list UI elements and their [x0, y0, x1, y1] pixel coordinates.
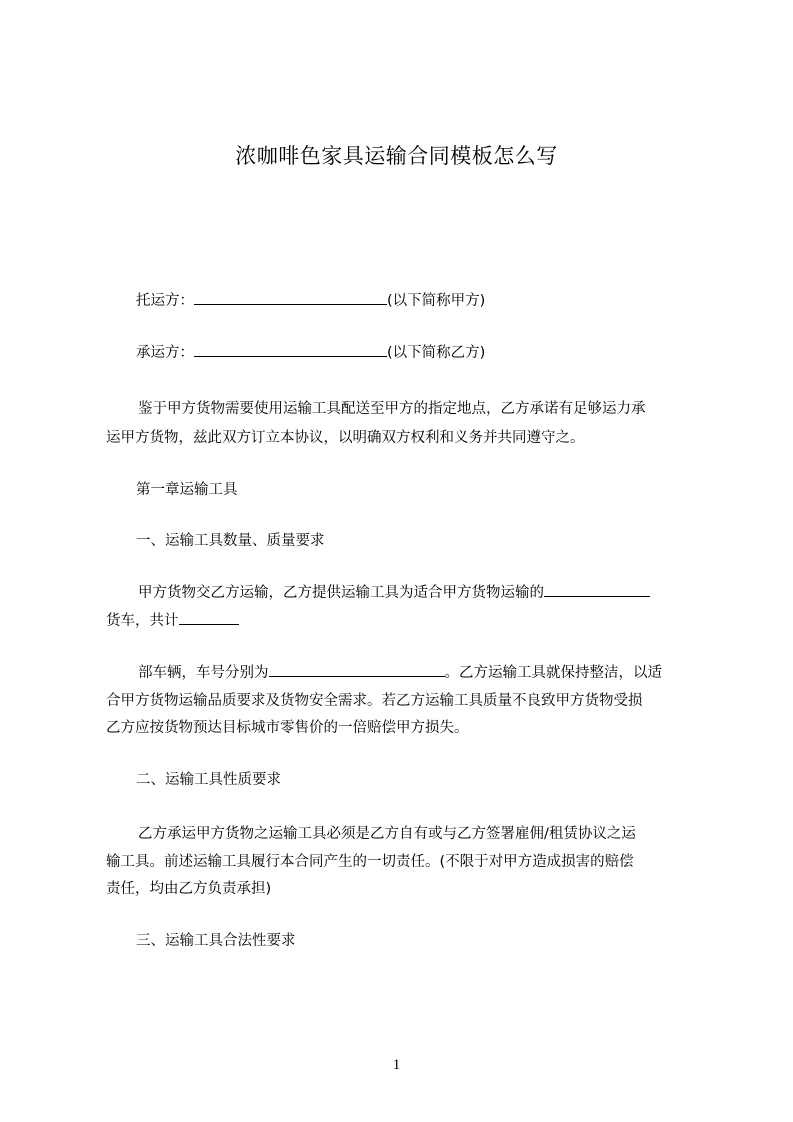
intro-line-2: 运甲方货物，兹此双方订立本协议，以明确双方权利和义务并共同遵守之。	[106, 430, 585, 446]
section-3-heading: 三、运输工具合法性要求	[136, 933, 296, 949]
truck-count-blank	[179, 610, 239, 625]
carrier-line	[106, 339, 730, 368]
section-1-para-2-line-3: 乙方应按货物预达目标城市零售价的一倍赔偿甲方损失。	[106, 720, 469, 736]
truck-count-prefix: 货车，共计	[106, 613, 179, 629]
carrier-label: 承运方：	[136, 345, 194, 361]
section-2-line-3: 责任，均由乙方负责承担)	[106, 881, 272, 897]
plate-numbers-blank	[269, 662, 445, 677]
truck-type-blank	[544, 582, 650, 597]
chapter-heading: 第一章运输工具	[136, 482, 238, 498]
shipper-label: 托运方：	[136, 293, 194, 309]
section-1-para-1-text: 甲方货物交乙方运输，乙方提供运输工具为适合甲方货物运输的	[138, 585, 544, 601]
shipper-line	[106, 287, 730, 316]
section-1-para-2-line-2: 合甲方货物运输品质要求及货物安全需求。若乙方运输工具质量不良致甲方货物受损	[106, 693, 643, 709]
intro-line-1: 鉴于甲方货物需要使用运输工具配送至甲方的指定地点，乙方承诺有足够运力承	[138, 401, 646, 417]
section-1-heading: 一、运输工具数量、质量要求	[136, 533, 325, 549]
section-1-para-1-line-1	[106, 579, 732, 608]
section-1-para-2-line-1	[106, 659, 732, 688]
carrier-suffix: (以下简称乙方)	[387, 345, 486, 361]
page-title: 浓咖啡色家具运输合同模板怎么写	[235, 144, 558, 168]
section-2-line-1: 乙方承运甲方货物之运输工具必须是乙方自有或与乙方签署雇佣/租赁协议之运	[138, 826, 636, 842]
section-2-line-2: 输工具。前述运输工具履行本合同产生的一切责任。(不限于对甲方造成损害的赔偿	[106, 854, 634, 870]
section-2-heading: 二、运输工具性质要求	[136, 772, 281, 788]
shipper-name-blank	[194, 290, 387, 305]
section-1-para-1-line-2	[106, 607, 700, 636]
shipper-suffix: (以下简称甲方)	[387, 293, 486, 309]
plate-numbers-prefix: 部车辆，车号分别为	[138, 665, 269, 681]
carrier-name-blank	[194, 342, 387, 357]
plate-numbers-suffix: 。乙方运输工具就保持整洁，以适	[444, 665, 662, 681]
page-number: 1	[392, 1057, 401, 1073]
